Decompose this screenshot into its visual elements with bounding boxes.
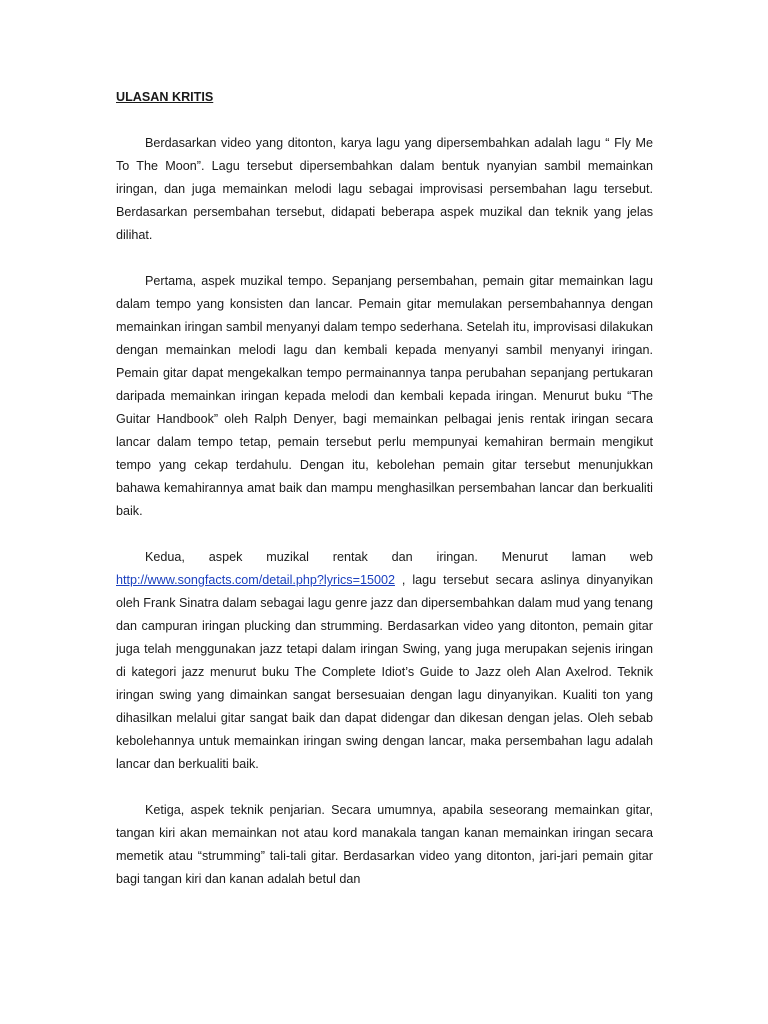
paragraph-introduction: Berdasarkan video yang ditonton, karya lagu yang dipersembahkan adalah lagu “ Fly Me To The Moon”. Lagu tersebut dipersembahkan dalam bentuk nyanyian sambil memainkan iringan, dan juga memainkan melodi lagu sebagai improvisasi persembahan lagu tersebut. Berdasarkan persembahan tersebut, didapati beberapa aspek muzikal dan teknik yang jelas dilihat. <box>116 136 653 242</box>
paragraph-tempo: Pertama, aspek muzikal tempo. Sepanjang persembahan, pemain gitar memainkan lagu dalam tempo yang konsisten dan lancar. Pemain gitar memulakan persembahannya dengan memainkan iringan sambil menyanyi dalam tempo sederhana. Setelah itu, improvisasi dilakukan dengan memainkan melodi lagu dan kembali kepada menyanyi sambil menyanyi iringan. Pemain gitar dapat mengekalkan tempo permainannya tanpa perubahan sepanjang pertukaran daripada memainkan iringan kepada melodi dan kembali kepada iringan. Menurut buku “The Guitar Handbook” oleh Ralph Denyer, bagi memainkan pelbagai jenis rentak iringan secara lancar dalam tempo tetap, pemain tersebut perlu mempunyai kemahiran bermain mengikut tempo yang cekap terdahulu. Dengan itu, kebolehan pemain gitar tersebut menunjukkan bahawa kemahirannya amat baik dan mampu menghasilkan persembahan lancar dan berkualiti baik. <box>116 274 653 518</box>
document-heading: ULASAN KRITIS <box>116 90 214 104</box>
paragraph-rhythm-accompaniment <box>116 546 653 776</box>
paragraph-rhythm-text-end: , lagu tersebut secara aslinya dinyanyikan oleh Frank Sinatra dalam sebagai lagu genre jazz dan dipersembahkan dalam mud yang tenang dan campuran iringan plucking dan strumming. Berdasarkan video yang ditonton, pemain gitar juga telah menggunakan jazz tetapi dalam iringan Swing, yang juga merupakan sejenis iringan di kategori jazz menurut buku The Complete Idiot’s Guide to Jazz oleh Alan Axelrod. Teknik iringan swing yang dimainkan sangat bersesuaian dengan lagu dinyanyikan. Kualiti ton yang dihasilkan melalui gitar sangat baik dan dapat didengar dan dikesan dengan jelas. Oleh sebab kebolehannya untuk memainkan iringan swing dengan lancar, maka persembahan lagu adalah lancar dan berkualiti baik. <box>116 573 653 771</box>
paragraph-fingering-technique: Ketiga, aspek teknik penjarian. Secara umumnya, apabila seseorang memainkan gitar, tangan kiri akan memainkan not atau kord manakala tangan kanan memainkan iringan secara memetik atau “strumming” tali-tali gitar. Berdasarkan video yang ditonton, jari-jari pemain gitar bagi tangan kiri dan kanan adalah betul dan <box>116 803 653 886</box>
songfacts-link[interactable]: http://www.songfacts.com/detail.php?lyrics=15002 <box>116 573 395 587</box>
document-page <box>116 86 653 914</box>
paragraph-rhythm-text-start: Kedua, aspek muzikal rentak dan iringan. Menurut laman web <box>145 550 653 564</box>
